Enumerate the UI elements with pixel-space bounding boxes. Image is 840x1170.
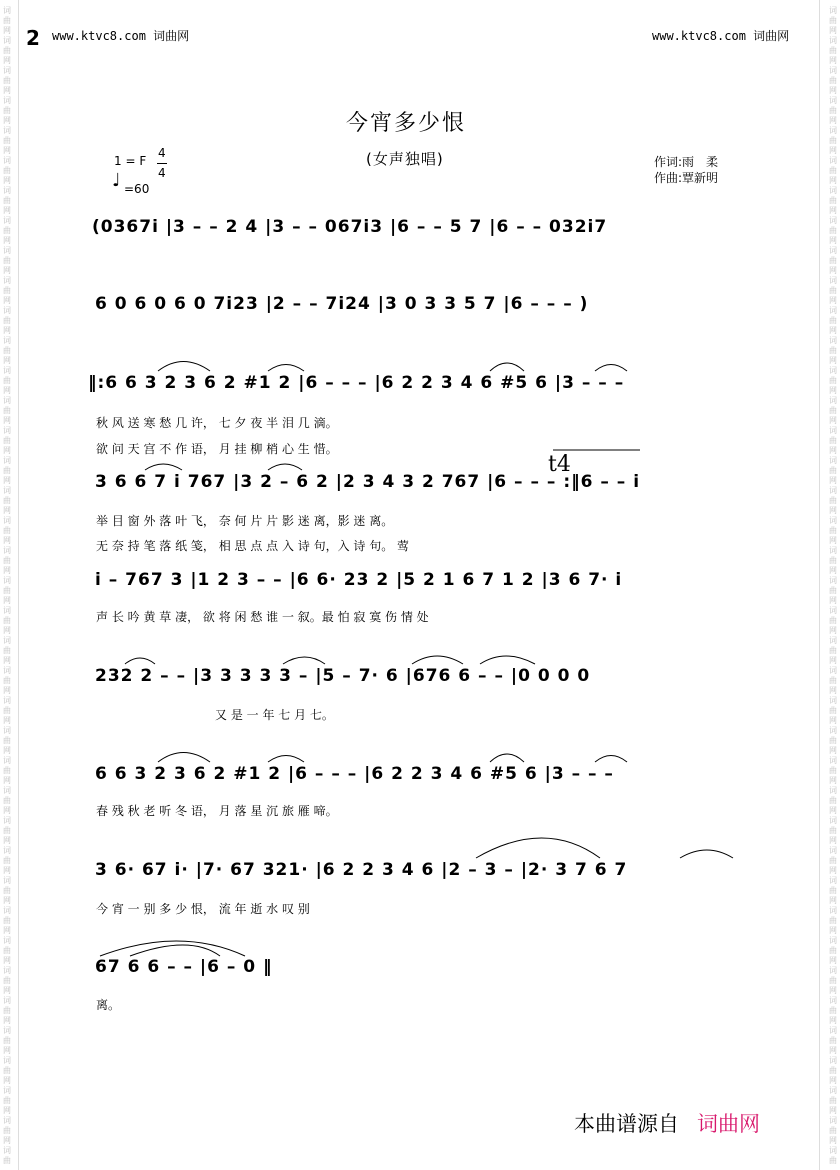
watermark-glyph: 词 — [3, 1086, 11, 1095]
slur — [480, 656, 535, 664]
lyric-line-3b: 欲 问 天 宫 不 作 语， 月 挂 柳 梢 心 生 惜。 — [96, 442, 338, 456]
watermark-glyph: 网 — [829, 716, 837, 725]
watermark-glyph: 曲 — [3, 676, 11, 685]
watermark-glyph: 曲 — [829, 586, 837, 595]
watermark-glyph: 网 — [3, 266, 11, 275]
watermark-glyph: 网 — [3, 566, 11, 575]
watermark-glyph: 词 — [3, 816, 11, 825]
footer-source-label: 本曲谱源自 — [574, 1112, 679, 1136]
watermark-glyph: 词 — [829, 156, 837, 165]
watermark-glyph: 曲 — [829, 406, 837, 415]
watermark-glyph: 词 — [3, 546, 11, 555]
slur — [100, 941, 245, 956]
watermark-glyph: 网 — [3, 746, 11, 755]
watermark-glyph: 词 — [829, 456, 837, 465]
quarter-note-icon: ♩ — [112, 170, 121, 191]
watermark-glyph: 词 — [3, 396, 11, 405]
score-line-4: 3 6 6 7 i 767 |3 2 – 6 2 |2 3 4 3 2 767 |6 – – – :‖6 – – i — [95, 472, 641, 492]
watermark-glyph: 词 — [829, 186, 837, 195]
watermark-glyph: 曲 — [3, 976, 11, 985]
score-line-8: 3 6· 67 i· |7· 67 321· |6 2 2 3 4 6 |2 – 3 – |2· 3 7 6 7 — [95, 860, 628, 880]
watermark-glyph: 词 — [829, 1056, 837, 1065]
watermark-glyph: 网 — [3, 356, 11, 365]
slur — [595, 756, 627, 763]
watermark-glyph: 曲 — [3, 556, 11, 565]
watermark-glyph: 词 — [829, 486, 837, 495]
slur — [476, 838, 600, 858]
watermark-glyph: 曲 — [3, 916, 11, 925]
watermark-glyph: 词 — [829, 726, 837, 735]
watermark-glyph: 网 — [829, 926, 837, 935]
score-line-1: (0367i |3 – – 2 4 |3 – – 067i3 |6 – – 5 7 |6 – – 032i7 — [92, 217, 608, 237]
watermark-glyph: 网 — [829, 1016, 837, 1025]
lyric-line-7: 春 残 秋 老 听 冬 语， 月 落 星 沉 旅 雁 啼。 — [96, 804, 338, 818]
watermark-glyph: 词 — [3, 906, 11, 915]
footer-source — [574, 1108, 760, 1138]
watermark-glyph: 曲 — [829, 526, 837, 535]
composer-credit: 作曲:覃新明 — [654, 171, 719, 185]
watermark-glyph: 网 — [3, 1106, 11, 1115]
watermark-glyph: 曲 — [3, 1156, 11, 1165]
watermark-glyph: 词 — [829, 216, 837, 225]
score-line-6: 232 2 – – |3 3 3 3 3 – |5 – 7· 6 |676 6 – – |0 0 0 0 — [95, 666, 591, 686]
watermark-glyph: 曲 — [829, 646, 837, 655]
watermark-glyph: 曲 — [3, 526, 11, 535]
watermark-glyph: 网 — [3, 596, 11, 605]
slur — [268, 756, 304, 763]
watermark-glyph: 曲 — [829, 826, 837, 835]
watermark-glyph: 网 — [3, 836, 11, 845]
watermark-glyph: 曲 — [3, 196, 11, 205]
watermark-glyph: 网 — [3, 56, 11, 65]
watermark-glyph: 网 — [3, 146, 11, 155]
watermark-glyph: 网 — [3, 986, 11, 995]
watermark-glyph: 曲 — [829, 946, 837, 955]
watermark-glyph: 词 — [3, 1026, 11, 1035]
watermark-glyph: 词 — [829, 1146, 837, 1155]
lyric-line-4a: 举 目 窗 外 落 叶 飞， 奈 何 片 片 影 迷 离，影 迷 离。 — [96, 514, 394, 528]
watermark-glyph: 词 — [829, 1026, 837, 1035]
watermark-glyph: 网 — [3, 326, 11, 335]
watermark-glyph: 曲 — [3, 616, 11, 625]
watermark-glyph: 曲 — [3, 706, 11, 715]
watermark-glyph: 网 — [829, 206, 837, 215]
watermark-glyph: 曲 — [3, 316, 11, 325]
watermark-glyph: 曲 — [3, 1036, 11, 1045]
watermark-glyph: 词 — [3, 456, 11, 465]
watermark-glyph: 网 — [829, 446, 837, 455]
watermark-glyph: 曲 — [829, 556, 837, 565]
slur — [268, 365, 304, 372]
watermark-glyph: 词 — [3, 306, 11, 315]
watermark-glyph: 词 — [3, 126, 11, 135]
watermark-glyph: 词 — [829, 96, 837, 105]
watermark-glyph: 曲 — [829, 796, 837, 805]
slur — [158, 753, 210, 763]
watermark-glyph: 词 — [829, 426, 837, 435]
watermark-glyph: 曲 — [3, 466, 11, 475]
watermark-glyph: 词 — [3, 876, 11, 885]
watermark-glyph: 网 — [829, 26, 837, 35]
annotation-text: t4 — [548, 452, 571, 477]
watermark-glyph: 词 — [829, 366, 837, 375]
watermark-glyph: 词 — [3, 96, 11, 105]
watermark-glyph: 词 — [3, 576, 11, 585]
watermark-glyph: 曲 — [829, 466, 837, 475]
watermark-glyph: 网 — [829, 146, 837, 155]
watermark-glyph: 网 — [829, 806, 837, 815]
watermark-glyph: 曲 — [3, 496, 11, 505]
watermark-glyph: 词 — [829, 36, 837, 45]
watermark-glyph: 词 — [3, 486, 11, 495]
watermark-glyph: 词 — [829, 906, 837, 915]
watermark-glyph: 曲 — [3, 586, 11, 595]
watermark-glyph: 词 — [3, 156, 11, 165]
watermark-glyph: 曲 — [829, 1006, 837, 1015]
watermark-glyph: 网 — [3, 536, 11, 545]
watermark-glyph: 曲 — [3, 76, 11, 85]
watermark-glyph: 词 — [829, 336, 837, 345]
watermark-glyph: 词 — [3, 336, 11, 345]
watermark-glyph: 网 — [829, 566, 837, 575]
watermark-glyph: 曲 — [829, 256, 837, 265]
watermark-glyph: 网 — [829, 536, 837, 545]
watermark-glyph: 网 — [829, 986, 837, 995]
watermark-glyph: 词 — [3, 516, 11, 525]
watermark-glyph: 词 — [829, 756, 837, 765]
watermark-glyph: 词 — [3, 366, 11, 375]
watermark-glyph: 网 — [3, 506, 11, 515]
watermark-glyph: 曲 — [829, 166, 837, 175]
watermark-glyph: 网 — [3, 1016, 11, 1025]
watermark-glyph: 曲 — [829, 136, 837, 145]
watermark-glyph: 曲 — [3, 286, 11, 295]
watermark-glyph: 词 — [829, 876, 837, 885]
watermark-glyph: 网 — [829, 896, 837, 905]
score-line-9: 67 6 6 – – |6 – 0 ‖ — [95, 957, 273, 977]
watermark-glyph: 网 — [829, 116, 837, 125]
watermark-glyph: 曲 — [829, 676, 837, 685]
watermark-glyph: 网 — [829, 416, 837, 425]
watermark-glyph: 词 — [829, 606, 837, 615]
watermark-glyph: 网 — [829, 356, 837, 365]
lyric-line-5: 声 长 吟 黄 草 凄， 欲 将 闲 愁 谁 一 叙。最 怕 寂 寞 伤 情 处 — [96, 610, 429, 624]
watermark-glyph: 网 — [829, 686, 837, 695]
watermark-glyph: 词 — [3, 966, 11, 975]
watermark-glyph: 词 — [829, 786, 837, 795]
watermark-glyph: 曲 — [3, 1096, 11, 1105]
watermark-glyph: 网 — [829, 746, 837, 755]
watermark-glyph: 词 — [3, 1146, 11, 1155]
watermark-glyph: 词 — [3, 696, 11, 705]
watermark-glyph: 网 — [829, 86, 837, 95]
lyric-line-9: 离。 — [96, 998, 121, 1012]
watermark-glyph: 词 — [829, 816, 837, 825]
watermark-glyph: 网 — [829, 296, 837, 305]
watermark-glyph: 词 — [3, 846, 11, 855]
watermark-glyph: 曲 — [3, 1006, 11, 1015]
watermark-glyph: 词 — [3, 426, 11, 435]
watermark-glyph: 曲 — [3, 166, 11, 175]
watermark-glyph: 网 — [829, 476, 837, 485]
watermark-glyph: 网 — [829, 836, 837, 845]
watermark-glyph: 词 — [829, 246, 837, 255]
watermark-glyph: 曲 — [829, 1096, 837, 1105]
score-line-3: ‖:6 6 3 2 3 6 2 #1 2 |6 – – – |6 2 2 3 4 6 #5 6 |3 – – – — [88, 373, 625, 393]
watermark-glyph: 曲 — [3, 946, 11, 955]
watermark-glyph: 网 — [3, 776, 11, 785]
watermark-glyph: 词 — [829, 306, 837, 315]
watermark-glyph: 词 — [829, 66, 837, 75]
watermark-glyph: 曲 — [829, 916, 837, 925]
watermark-glyph: 曲 — [829, 76, 837, 85]
watermark-glyph: 词 — [829, 996, 837, 1005]
watermark-glyph: 网 — [3, 116, 11, 125]
watermark-glyph: 曲 — [829, 1156, 837, 1165]
watermark-glyph: 网 — [829, 176, 837, 185]
watermark-glyph: 曲 — [3, 826, 11, 835]
watermark-glyph: 曲 — [829, 496, 837, 505]
watermark-glyph: 网 — [3, 656, 11, 665]
slur — [145, 464, 182, 470]
watermark-glyph: 曲 — [829, 436, 837, 445]
page-number: 2 — [26, 26, 40, 50]
score-line-5: i – 767 3 |1 2 3 – – |6 6· 23 2 |5 2 1 6 7 1 2 |3 6 7· i — [95, 570, 623, 590]
watermark-glyph: 曲 — [3, 886, 11, 895]
lyric-line-8: 今 宵 一 别 多 少 恨， 流 年 逝 水 叹 别 — [96, 902, 310, 916]
watermark-glyph: 曲 — [3, 436, 11, 445]
watermark-glyph: 曲 — [3, 16, 11, 25]
watermark-glyph: 词 — [3, 216, 11, 225]
watermark-glyph: 网 — [3, 1136, 11, 1145]
watermark-glyph: 网 — [3, 476, 11, 485]
watermark-glyph: 曲 — [3, 346, 11, 355]
watermark-glyph: 词 — [829, 1086, 837, 1095]
key-signature: 1 = F — [114, 154, 147, 168]
watermark-glyph: 词 — [3, 996, 11, 1005]
slur — [268, 464, 302, 470]
watermark-glyph: 网 — [829, 506, 837, 515]
watermark-glyph: 词 — [3, 246, 11, 255]
watermark-glyph: 词 — [3, 1116, 11, 1125]
watermark-glyph: 词 — [829, 6, 837, 15]
watermark-glyph: 网 — [3, 896, 11, 905]
slur — [125, 658, 155, 664]
watermark-glyph: 网 — [3, 626, 11, 635]
watermark-glyph: 网 — [3, 26, 11, 35]
watermark-glyph: 词 — [829, 666, 837, 675]
slur — [595, 365, 627, 372]
slur — [490, 363, 524, 371]
watermark-glyph: 网 — [3, 86, 11, 95]
slur — [130, 945, 220, 956]
watermark-glyph: 词 — [829, 966, 837, 975]
watermark-glyph: 网 — [829, 626, 837, 635]
watermark-glyph: 曲 — [829, 346, 837, 355]
watermark-glyph: 曲 — [829, 106, 837, 115]
watermark-glyph: 曲 — [829, 316, 837, 325]
watermark-glyph: 词 — [3, 6, 11, 15]
watermark-glyph: 词 — [829, 396, 837, 405]
slur — [412, 656, 463, 664]
watermark-glyph: 曲 — [829, 226, 837, 235]
watermark-glyph: 词 — [3, 606, 11, 615]
watermark-glyph: 网 — [3, 956, 11, 965]
watermark-glyph: 词 — [3, 276, 11, 285]
watermark-glyph: 词 — [829, 636, 837, 645]
watermark-glyph: 曲 — [3, 46, 11, 55]
watermark-glyph: 曲 — [829, 1066, 837, 1075]
slur — [158, 362, 210, 372]
watermark-glyph: 词 — [3, 636, 11, 645]
watermark-glyph: 网 — [829, 266, 837, 275]
watermark-glyph: 网 — [3, 1076, 11, 1085]
watermark-glyph: 曲 — [3, 106, 11, 115]
watermark-glyph: 网 — [829, 386, 837, 395]
watermark-glyph: 网 — [3, 206, 11, 215]
watermark-glyph: 曲 — [829, 886, 837, 895]
watermark-glyph: 曲 — [3, 376, 11, 385]
watermark-glyph: 曲 — [829, 1126, 837, 1135]
watermark-glyph: 词 — [829, 546, 837, 555]
watermark-glyph: 网 — [829, 236, 837, 245]
watermark-glyph: 网 — [829, 956, 837, 965]
watermark-glyph: 网 — [829, 56, 837, 65]
watermark-glyph: 网 — [829, 656, 837, 665]
song-subtitle: (女声独唱) — [366, 150, 444, 168]
watermark-glyph: 曲 — [829, 856, 837, 865]
watermark-glyph: 网 — [829, 776, 837, 785]
watermark-glyph: 词 — [829, 276, 837, 285]
watermark-glyph: 网 — [829, 326, 837, 335]
watermark-glyph: 词 — [829, 576, 837, 585]
watermark-glyph: 词 — [829, 126, 837, 135]
lyric-line-3a: 秋 风 送 寒 愁 几 许， 七 夕 夜 半 泪 几 滴。 — [96, 416, 338, 430]
watermark-glyph: 曲 — [3, 1066, 11, 1075]
watermark-glyph: 曲 — [3, 136, 11, 145]
tempo-marking: =60 — [124, 182, 150, 196]
watermark-glyph: 曲 — [829, 1036, 837, 1045]
watermark-glyph: 词 — [3, 726, 11, 735]
watermark-glyph: 词 — [3, 186, 11, 195]
watermark-glyph: 曲 — [3, 736, 11, 745]
watermark-glyph: 网 — [3, 1046, 11, 1055]
watermark-glyph: 网 — [829, 596, 837, 605]
watermark-glyph: 网 — [3, 806, 11, 815]
watermark-glyph: 曲 — [829, 376, 837, 385]
watermark-glyph: 网 — [3, 386, 11, 395]
watermark-glyph: 网 — [829, 1076, 837, 1085]
slur — [680, 850, 733, 858]
time-signature-top: 4 — [158, 146, 166, 160]
footer-brand-link[interactable]: 词曲网 — [697, 1112, 760, 1136]
watermark-glyph: 网 — [829, 866, 837, 875]
lyric-line-4b: 无 奈 持 笔 落 纸 笺， 相 思 点 点 入 诗 句，入 诗 句。 莺 — [96, 539, 410, 553]
score-line-2: 6 0 6 0 6 0 7i23 |2 – – 7i24 |3 0 3 3 5 7 |6 – – – ) — [95, 294, 589, 314]
slur — [283, 657, 325, 664]
watermark-glyph: 词 — [829, 696, 837, 705]
watermark-glyph: 曲 — [829, 706, 837, 715]
lyric-line-6: 又 是 一 年 七 月 七。 — [215, 708, 334, 722]
watermark-glyph: 网 — [3, 446, 11, 455]
watermark-glyph: 曲 — [829, 616, 837, 625]
watermark-glyph: 网 — [3, 296, 11, 305]
watermark-glyph: 网 — [829, 1046, 837, 1055]
watermark-glyph: 词 — [829, 1116, 837, 1125]
watermark-glyph: 词 — [3, 666, 11, 675]
watermark-glyph: 词 — [3, 1056, 11, 1065]
watermark-glyph: 曲 — [3, 256, 11, 265]
watermark-glyph: 曲 — [3, 766, 11, 775]
score-line-7: 6 6 3 2 3 6 2 #1 2 |6 – – – |6 2 2 3 4 6 #5 6 |3 – – – — [95, 764, 614, 784]
watermark-glyph: 曲 — [829, 976, 837, 985]
watermark-glyph: 词 — [829, 516, 837, 525]
song-title: 今宵多少恨 — [346, 111, 467, 136]
watermark-glyph: 曲 — [3, 226, 11, 235]
watermark-glyph: 词 — [3, 936, 11, 945]
watermark-glyph: 词 — [3, 36, 11, 45]
watermark-glyph: 曲 — [829, 736, 837, 745]
watermark-glyph: 曲 — [3, 406, 11, 415]
watermark-glyph: 词 — [829, 846, 837, 855]
watermark-glyph: 网 — [829, 1106, 837, 1115]
slur — [490, 754, 524, 762]
watermark-glyph: 曲 — [829, 766, 837, 775]
watermark-glyph: 词 — [829, 936, 837, 945]
watermark-glyph: 网 — [3, 236, 11, 245]
watermark-glyph: 网 — [3, 866, 11, 875]
time-signature-bottom: 4 — [158, 166, 166, 180]
watermark-glyph: 网 — [3, 716, 11, 725]
header-site-left[interactable]: www.ktvc8.com 词曲网 — [52, 29, 190, 43]
watermark-glyph: 词 — [3, 786, 11, 795]
watermark-glyph: 网 — [3, 686, 11, 695]
watermark-glyph: 曲 — [829, 286, 837, 295]
watermark-glyph: 曲 — [3, 796, 11, 805]
watermark-glyph: 曲 — [3, 646, 11, 655]
lyricist-credit: 作词:雨 柔 — [654, 155, 719, 169]
watermark-glyph: 曲 — [829, 196, 837, 205]
watermark-glyph: 曲 — [829, 16, 837, 25]
watermark-glyph: 网 — [829, 1136, 837, 1145]
watermark-glyph: 网 — [3, 176, 11, 185]
header-site-right[interactable]: www.ktvc8.com 词曲网 — [652, 29, 790, 43]
watermark-glyph: 词 — [3, 756, 11, 765]
watermark-glyph: 曲 — [3, 1126, 11, 1135]
watermark-glyph: 词 — [3, 66, 11, 75]
watermark-glyph: 曲 — [3, 856, 11, 865]
watermark-glyph: 网 — [3, 416, 11, 425]
watermark-glyph: 网 — [3, 926, 11, 935]
watermark-glyph: 曲 — [829, 46, 837, 55]
